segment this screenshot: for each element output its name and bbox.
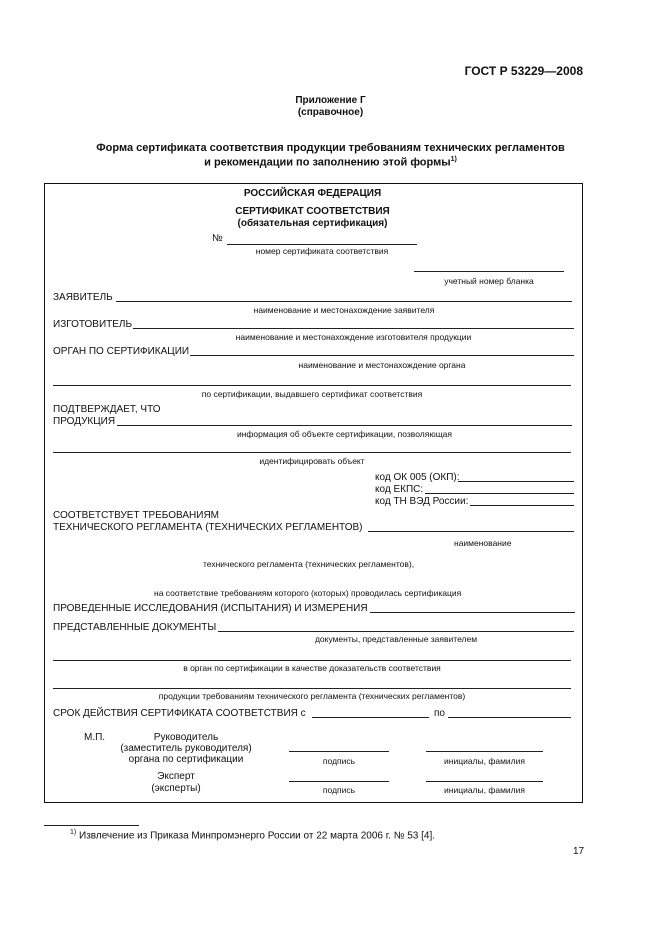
documents-caption-1: документы, представленные заявителем	[314, 634, 478, 644]
number-line	[227, 244, 417, 245]
expert-label-1: Эксперт	[157, 771, 195, 782]
product-line	[117, 425, 572, 426]
head-label-1: Руководитель	[153, 732, 219, 743]
cert-subtitle: (обязательная сертификация)	[237, 218, 388, 229]
appendix-note: (справочное)	[297, 107, 364, 118]
complies-label-2: ТЕХНИЧЕСКОГО РЕГЛАМЕНТА (ТЕХНИЧЕСКИХ РЕГЛАМЕНТОВ)	[53, 522, 363, 533]
code-okp-line	[458, 481, 574, 482]
expert-sign-caption: подпись	[322, 785, 356, 795]
validity-to-line	[448, 717, 571, 718]
code-okp-label: код ОК 005 (ОКП):	[375, 472, 460, 483]
cert-body-caption: наименование и местонахождение органа	[298, 360, 466, 370]
applicant-caption: наименование и местонахождение заявителя	[253, 305, 435, 315]
code-ekps-label: код ЕКПС:	[375, 484, 424, 495]
documents-line3	[53, 688, 571, 689]
cert-body-caption2: по сертификации, выдавшего сертификат соответствия	[201, 389, 423, 399]
regulation-line	[368, 531, 574, 532]
blank-caption: учетный номер бланка	[444, 276, 534, 286]
footnote-rule	[44, 825, 139, 826]
code-ekps-line	[425, 493, 574, 494]
cert-body-line	[190, 355, 574, 356]
head-sign-caption: подпись	[322, 756, 356, 766]
appendix-title: Приложение Г	[295, 95, 366, 106]
product-label: ПРОДУКЦИЯ	[53, 416, 116, 427]
standard-code: ГОСТ Р 53229—2008	[464, 64, 583, 78]
cert-body-label: ОРГАН ПО СЕРТИФИКАЦИИ	[53, 346, 190, 357]
documents-caption-2: в орган по сертификации в качестве доказательств соответствия	[183, 663, 441, 673]
head-name-line	[426, 751, 543, 752]
head-name-caption: инициалы, фамилия	[444, 756, 525, 766]
number-caption: номер сертификата соответствия	[255, 246, 389, 256]
expert-sign-line	[289, 781, 389, 782]
country: РОССИЙСКАЯ ФЕДЕРАЦИЯ	[243, 188, 382, 199]
page-number: 17	[573, 846, 585, 857]
documents-line2	[53, 660, 571, 661]
validity-from-line	[312, 717, 429, 718]
confirms-label: ПОДТВЕРЖДАЕТ, ЧТО	[53, 404, 161, 415]
doc-title-line2: и рекомендации по заполнению этой формы$^{1)}$	[204, 156, 457, 169]
expert-name-caption: инициалы, фамилия	[444, 785, 525, 795]
complies-label-1: СООТВЕТСТВУЕТ ТРЕБОВАНИЯМ	[53, 510, 220, 521]
documents-caption-3: продукции требованиям технического регламента (технических регламентов)	[158, 691, 466, 701]
head-label-3: органа по сертификации	[128, 754, 244, 765]
cert-body-line2	[53, 385, 571, 386]
applicant-label: ЗАЯВИТЕЛЬ	[53, 292, 113, 303]
cert-title: СЕРТИФИКАТ СООТВЕТСТВИЯ	[235, 206, 390, 217]
regulation-caption-3: на соответствие требованиям которого (которых) проводилась сертификация	[154, 588, 462, 598]
validity-to-label: по	[434, 708, 445, 719]
footnote: $^{1)}$ Извлечение из Приказа Минпромэнерго России от 22 марта 2006 г. № 53 [4].	[70, 829, 436, 842]
expert-label-2: (эксперты)	[151, 783, 201, 794]
validity-label: СРОК ДЕЙСТВИЯ СЕРТИФИКАТА СООТВЕТСТВИЯ с	[53, 708, 306, 719]
documents-label: ПРЕДСТАВЛЕННЫЕ ДОКУМЕНТЫ	[53, 622, 217, 633]
expert-name-line	[426, 781, 543, 782]
product-caption2: идентифицировать объект	[259, 456, 365, 466]
code-tnved-label: код ТН ВЭД России:	[375, 496, 469, 507]
manufacturer-caption: наименование и местонахождение изготовителя продукции	[235, 332, 472, 342]
documents-line	[218, 631, 574, 632]
doc-title-line1: Форма сертификата соответствия продукции требованиям технических регламентов	[96, 142, 565, 154]
applicant-line	[116, 301, 572, 302]
head-sign-line	[289, 751, 389, 752]
code-tnved-line	[470, 505, 574, 506]
number-sign: №	[212, 233, 223, 244]
product-caption: информация об объекте сертификации, позволяющая	[236, 429, 453, 439]
regulation-caption-1: наименование	[454, 538, 512, 548]
manufacturer-label: ИЗГОТОВИТЕЛЬ	[53, 319, 133, 330]
head-label-2: (заместитель руководителя)	[120, 743, 252, 754]
regulation-caption-2: технического регламента (технических регламентов),	[203, 559, 415, 569]
research-label: ПРОВЕДЕННЫЕ ИССЛЕДОВАНИЯ (ИСПЫТАНИЯ) И ИЗМЕРЕНИЯ	[53, 603, 368, 614]
manufacturer-line	[133, 328, 574, 329]
research-line	[370, 612, 575, 613]
product-line2	[53, 452, 571, 453]
blank-line	[414, 271, 564, 272]
stamp-label: М.П.	[84, 732, 106, 743]
